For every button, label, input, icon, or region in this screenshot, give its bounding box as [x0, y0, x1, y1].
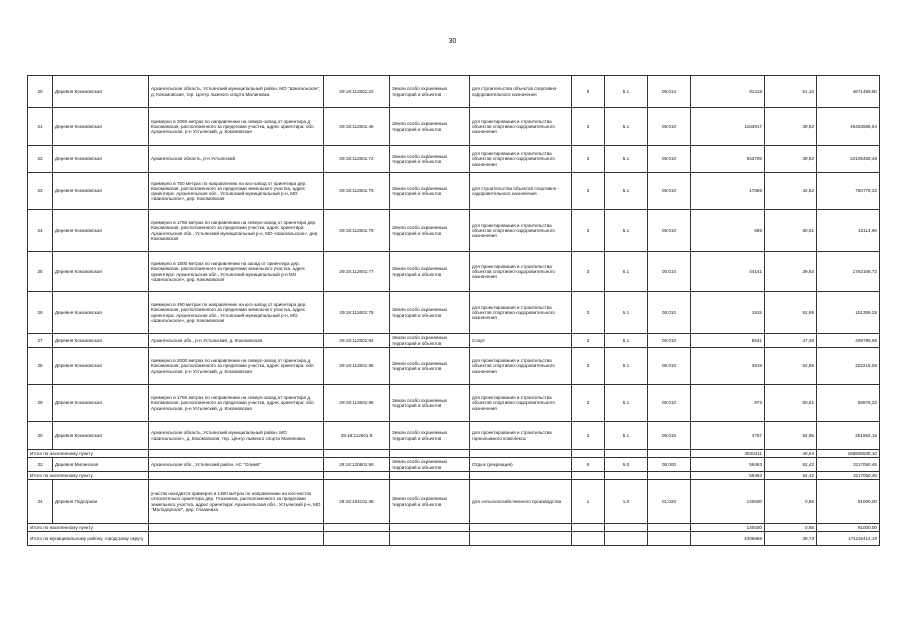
use-code-cell: 5.1 — [605, 422, 648, 450]
table-row — [28, 252, 880, 292]
cadastral-value-cell: 3117050,46 — [817, 458, 880, 472]
settlement-cell: Деревня Кокомовская — [53, 292, 149, 334]
specific-value-cell: 52,95 — [765, 292, 817, 334]
group-cell: 3 — [572, 108, 605, 146]
cadastral-number-cell: 29:18:112601:86 — [324, 385, 390, 422]
permitted-use-cell: для строительства объектов спортивно-оздоровительного назначения — [470, 76, 572, 108]
land-category-cell: Земли особо охраняемых территорий и объектов — [390, 422, 470, 450]
settlement-cell: Деревня Милинская — [53, 458, 149, 472]
empty-cell — [470, 524, 572, 532]
specific-value-cell: 39,92 — [765, 146, 817, 173]
page-number: 30 — [448, 38, 457, 45]
table-row — [28, 108, 880, 146]
subtotal-label-cell: Итого по населенному пункту — [28, 450, 149, 458]
land-category-cell: Земли особо охраняемых территорий и объектов — [390, 76, 470, 108]
area-cell: 140000 — [691, 480, 765, 524]
use-kind-cell: 05:010 — [648, 210, 691, 252]
settlement-cell: Деревня Кокомовская — [53, 348, 149, 385]
empty-cell — [149, 472, 324, 480]
cadastral-value-cell: 22106458,48 — [817, 146, 880, 173]
location-cell: примерно в 1800 метрах по направлению на запад от ориентира дер. Кокомовская, расположенного за пределами земельного участка, адрес ориентира: Архангельская обл., Устьянский муниципальный р-н МО «Шангальское», дер. Кокомовская — [149, 252, 324, 292]
cadastral-value-cell: 202216,05 — [817, 348, 880, 385]
subtotal-row — [28, 532, 880, 546]
empty-cell — [470, 450, 572, 458]
subtotal-label-cell: Итого по населенному пункту — [28, 524, 149, 532]
subtotal-label-cell: Итого по населенному пункту — [28, 472, 149, 480]
group-cell: 5 — [572, 76, 605, 108]
location-cell: примерно в 1750 метрах по направлению на северо-запад от ориентира д. Кокомовская, расположенного за пределами участка, адрес ориентира: обл. Архангельская, р-н Устьянский, д. Кокомовская — [149, 385, 324, 422]
cadastral-number-cell: 29:18:112601:9 — [324, 422, 390, 450]
cadastral-number-cell: 29:18:112601:78 — [324, 292, 390, 334]
use-kind-cell: 05:014 — [648, 76, 691, 108]
use-code-cell: 5.0 — [605, 458, 648, 472]
cadastral-value-cell: 409799,88 — [817, 334, 880, 348]
subtotal-row — [28, 524, 880, 532]
use-kind-cell: 05:000 — [648, 458, 691, 472]
group-cell: 3 — [572, 146, 605, 173]
land-category-cell: Земли особо охраняемых территорий и объектов — [390, 480, 470, 524]
permitted-use-cell: для сельскохозяйственного производства — [470, 480, 572, 524]
use-kind-cell: 05:010 — [648, 146, 691, 173]
specific-value-cell: 39,92 — [765, 108, 817, 146]
area-cell: 696 — [691, 210, 765, 252]
land-category-cell: Земли особо охраняемых территорий и объектов — [390, 348, 470, 385]
settlement-cell: Деревня Подгорная — [53, 480, 149, 524]
settlement-cell: Деревня Кокомовская — [53, 385, 149, 422]
use-code-cell: 5.1 — [605, 146, 648, 173]
land-category-cell: Земли особо охраняемых территорий и объектов — [390, 334, 470, 348]
settlement-cell: Деревня Кокомовская — [53, 146, 149, 173]
location-cell: участок находится примерно в 1300 метрах по направлению на юго-восток относительно ориентира дер. Глазаниха, расположенного за пределами земельного участка, адрес ориентира: Архангельская обл., Устьянский р-н, МО "Малодорское", дер. Глазаниха — [149, 480, 324, 524]
cadastral-value-table — [27, 75, 880, 546]
table-row — [28, 480, 880, 524]
use-kind-cell: 05:010 — [648, 348, 691, 385]
specific-value-cell: 52,95 — [765, 422, 817, 450]
row-number-cell: 25 — [28, 252, 53, 292]
land-category-cell: Земли особо охраняемых территорий и объектов — [390, 210, 470, 252]
cadastral-number-cell: 29:18:112601:75 — [324, 173, 390, 210]
row-number-cell: 21 — [28, 108, 53, 146]
cadastral-number-cell: 29:18:112601:72 — [324, 146, 390, 173]
permitted-use-cell: для проектирования и строительства объектов спортивно-оздоровительного назначения — [470, 292, 572, 334]
location-cell: Архангельская обл., р-н Устьянский, д. Кокомовская — [149, 334, 324, 348]
permitted-use-cell: Спорт — [470, 334, 572, 348]
land-category-cell: Земли особо охраняемых территорий и объектов — [390, 252, 470, 292]
subtotal-label-cell: Итого по муниципальному району, городскому округу — [28, 532, 149, 546]
cadastral-value-cell: 1762108,72 — [817, 252, 880, 292]
table-row — [28, 458, 880, 472]
group-cell: 3 — [572, 210, 605, 252]
empty-cell — [324, 532, 390, 546]
use-kind-cell: 05:010 — [648, 334, 691, 348]
location-cell: примерно в 2050 метрах по направлению на северо-запад от ориентира д. Кокомовская, расположенного за пределами участка, адрес ориентира: обл. Архангельская, р-н Устьянский, д. Кокомовская — [149, 108, 324, 146]
permitted-use-cell: для проектирования и строительства объектов спортивно-оздоровительного назначения — [470, 348, 572, 385]
permitted-use-cell: Отдых (рекреация) — [470, 458, 572, 472]
empty-cell — [470, 532, 572, 546]
table-row — [28, 348, 880, 385]
row-number-cell: 29 — [28, 385, 53, 422]
table-row — [28, 146, 880, 173]
row-number-cell: 22 — [28, 146, 53, 173]
cadastral-number-cell: 29:18:112601:76 — [324, 210, 390, 252]
subtotal-row — [28, 450, 880, 458]
empty-cell — [605, 450, 648, 458]
row-number-cell: 32 — [28, 458, 53, 472]
location-cell: Архангельская область, р-н Устьянский — [149, 146, 324, 173]
permitted-use-cell: для проектирования и строительства объектов спортивно-оздоровительного назначения — [470, 146, 572, 173]
cadastral-number-cell: 29:18:120601:66 — [324, 458, 390, 472]
table-row — [28, 76, 880, 108]
use-code-cell: 5.1 — [605, 385, 648, 422]
use-kind-cell: 05:010 — [648, 292, 691, 334]
subtotal-specific-value-cell: 52,42 — [765, 472, 817, 480]
location-cell: примерно в 1750 метрах по направлению на северо-запад от ориентира дер. Кокомовская, расположенного за пределами участка, адрес ориентира: Архангельская обл., Устьянский муниципальный р-н, МО «Шангальское», дер. Кокомовская — [149, 210, 324, 252]
specific-value-cell: 47,48 — [765, 334, 817, 348]
settlement-cell: Деревня Кокомовская — [53, 210, 149, 252]
use-kind-cell: 01:020 — [648, 480, 691, 524]
area-cell: 59463 — [691, 458, 765, 472]
use-code-cell: 5.1 — [605, 348, 648, 385]
cadastral-value-cell: 58876,23 — [817, 385, 880, 422]
empty-cell — [572, 524, 605, 532]
row-number-cell: 20 — [28, 76, 53, 108]
subtotal-cadastral-value-cell: 171116412,19 — [817, 532, 880, 546]
specific-value-cell: 0,65 — [765, 480, 817, 524]
settlement-cell: Деревня Кокомовская — [53, 76, 149, 108]
subtotal-area-cell: 4306666 — [691, 532, 765, 546]
group-cell: 3 — [572, 292, 605, 334]
cadastral-value-cell: 42114,96 — [817, 210, 880, 252]
subtotal-area-cell: 3920411 — [691, 450, 765, 458]
location-cell: Архангельская область, Устьянский муниципальный район, МО "Шангальское", д. Кокомовская, тер. Центр лыжного спорта Малиновка — [149, 76, 324, 108]
settlement-cell: Деревня Кокомовская — [53, 334, 149, 348]
area-cell: 91418 — [691, 76, 765, 108]
area-cell: 4757 — [691, 422, 765, 450]
empty-cell — [572, 450, 605, 458]
empty-cell — [324, 450, 390, 458]
specific-value-cell: 60,51 — [765, 210, 817, 252]
location-cell: Архангельская обл., Устьянский район, АС "Олимп" — [149, 458, 324, 472]
cadastral-number-cell: 29:18:112601:22 — [324, 76, 390, 108]
use-kind-cell: 05:010 — [648, 252, 691, 292]
land-category-cell: Земли особо охраняемых территорий и объектов — [390, 458, 470, 472]
specific-value-cell: 52,95 — [765, 348, 817, 385]
cadastral-value-cell: 4671459,80 — [817, 76, 880, 108]
subtotal-specific-value-cell: 39,73 — [765, 532, 817, 546]
table-row — [28, 334, 880, 348]
empty-cell — [605, 532, 648, 546]
cadastral-value-cell: 46463566,64 — [817, 108, 880, 146]
empty-cell — [324, 472, 390, 480]
group-cell: 3 — [572, 252, 605, 292]
group-cell: 1 — [572, 480, 605, 524]
use-code-cell: 5.1 — [605, 252, 648, 292]
land-category-cell: Земли особо охраняемых территорий и объектов — [390, 292, 470, 334]
use-kind-cell: 05:010 — [648, 385, 691, 422]
location-cell: примерно в 2000 метрах по направлению на северо-запад от ориентира д. Кокомовская, расположенного за пределами участка, адрес ориентира: обл. Архангельская, р-н Устьянский, д. Кокомовская — [149, 348, 324, 385]
empty-cell — [149, 532, 324, 546]
subtotal-cadastral-value-cell: 91000,00 — [817, 524, 880, 532]
cadastral-number-cell: 29:18:112601:84 — [324, 334, 390, 348]
subtotal-row — [28, 472, 880, 480]
area-cell: 3819 — [691, 348, 765, 385]
specific-value-cell: 42,62 — [765, 173, 817, 210]
cadastral-number-cell: 29:18:112601:77 — [324, 252, 390, 292]
empty-cell — [572, 472, 605, 480]
group-cell: 5 — [572, 458, 605, 472]
empty-cell — [648, 472, 691, 480]
use-code-cell: 5.1 — [605, 108, 648, 146]
group-cell: 3 — [572, 385, 605, 422]
row-number-cell: 30 — [28, 422, 53, 450]
empty-cell — [572, 532, 605, 546]
cadastral-number-cell: 29:18:163101:45 — [324, 480, 390, 524]
group-cell: 3 — [572, 173, 605, 210]
cadastral-number-cell: 29:18:112601:46 — [324, 108, 390, 146]
cadastral-value-cell: 101399,25 — [817, 292, 880, 334]
empty-cell — [390, 532, 470, 546]
permitted-use-cell: для проектирования и строительства объектов спортивно-оздоровительного назначения — [470, 210, 572, 252]
empty-cell — [390, 524, 470, 532]
empty-cell — [324, 524, 390, 532]
area-cell: 553769 — [691, 146, 765, 173]
table-row — [28, 210, 880, 252]
area-cell: 1163917 — [691, 108, 765, 146]
row-number-cell: 28 — [28, 348, 53, 385]
permitted-use-cell: для проектирования и строительства горнолыжного комплекса — [470, 422, 572, 450]
cadastral-number-cell: 29:18:112601:85 — [324, 348, 390, 385]
group-cell: 3 — [572, 348, 605, 385]
use-kind-cell: 05:010 — [648, 173, 691, 210]
subtotal-cadastral-value-cell: 158936539,10 — [817, 450, 880, 458]
table-row — [28, 292, 880, 334]
area-cell: 17866 — [691, 173, 765, 210]
cadastral-value-cell: 91000,00 — [817, 480, 880, 524]
empty-cell — [605, 524, 648, 532]
specific-value-cell: 39,92 — [765, 252, 817, 292]
area-cell: 973 — [691, 385, 765, 422]
empty-cell — [648, 532, 691, 546]
location-cell: примерно в 490 метрах по направлению на юго-запад от ориентира дер. Кокомовская, расположенного за пределами земельного участка, адрес ориентира: Архангельская обл., Устьянский муниципальный р-н, МО «Шангальское», дер. Кокомовская — [149, 292, 324, 334]
subtotal-specific-value-cell: 40,54 — [765, 450, 817, 458]
table-row — [28, 385, 880, 422]
area-cell: 44141 — [691, 252, 765, 292]
land-category-cell: Земли особо охраняемых территорий и объектов — [390, 173, 470, 210]
row-number-cell: 26 — [28, 292, 53, 334]
use-kind-cell: 05:010 — [648, 108, 691, 146]
location-cell: примерно в 750 метрах по направлению на юго-запад от ориентира дер. Кокомовская, расположенного за пределами земельного участка, адрес ориентира: Архангельская обл., Устьянский муниципальный р-н, МО «Шангальское», дер. Кокомовская — [149, 173, 324, 210]
permitted-use-cell: для проектирования и строительства объектов спортивно-оздоровительного назначения — [470, 252, 572, 292]
land-category-cell: Земли особо охраняемых территорий и объектов — [390, 385, 470, 422]
row-number-cell: 24 — [28, 210, 53, 252]
settlement-cell: Деревня Кокомовская — [53, 173, 149, 210]
subtotal-cadastral-value-cell: 3117050,46 — [817, 472, 880, 480]
subtotal-specific-value-cell: 0,65 — [765, 524, 817, 532]
table-row — [28, 173, 880, 210]
permitted-use-cell: для проектирования и строительства объектов спортивно-оздоровительного назначения — [470, 108, 572, 146]
land-category-cell: Земли особо охраняемых территорий и объектов — [390, 108, 470, 146]
empty-cell — [470, 472, 572, 480]
specific-value-cell: 60,51 — [765, 385, 817, 422]
empty-cell — [149, 450, 324, 458]
specific-value-cell: 51,10 — [765, 76, 817, 108]
empty-cell — [648, 450, 691, 458]
use-code-cell: 5.1 — [605, 292, 648, 334]
use-code-cell: 5.1 — [605, 210, 648, 252]
empty-cell — [149, 524, 324, 532]
use-code-cell: 5.1 — [605, 173, 648, 210]
use-code-cell: 5.1 — [605, 334, 648, 348]
cadastral-value-cell: 760779,32 — [817, 173, 880, 210]
row-number-cell: 27 — [28, 334, 53, 348]
empty-cell — [648, 524, 691, 532]
subtotal-area-cell: 59463 — [691, 472, 765, 480]
specific-value-cell: 52,42 — [765, 458, 817, 472]
table-row — [28, 422, 880, 450]
settlement-cell: Деревня Кокомовская — [53, 252, 149, 292]
area-cell: 8631 — [691, 334, 765, 348]
subtotal-area-cell: 140000 — [691, 524, 765, 532]
settlement-cell: Деревня Кокомовская — [53, 422, 149, 450]
group-cell: 3 — [572, 334, 605, 348]
permitted-use-cell: для проектирования и строительства объектов спортивно-оздоровительного назначения — [470, 385, 572, 422]
empty-cell — [390, 472, 470, 480]
use-code-cell: 5.1 — [605, 76, 648, 108]
empty-cell — [390, 450, 470, 458]
land-category-cell: Земли особо охраняемых территорий и объектов — [390, 146, 470, 173]
permitted-use-cell: для строительства объектов спортивно - оздоровительного назначения — [470, 173, 572, 210]
use-code-cell: 1.0 — [605, 480, 648, 524]
use-kind-cell: 05:010 — [648, 422, 691, 450]
empty-cell — [605, 472, 648, 480]
group-cell: 3 — [572, 422, 605, 450]
cadastral-value-cell: 251883,15 — [817, 422, 880, 450]
row-number-cell: 34 — [28, 480, 53, 524]
area-cell: 1915 — [691, 292, 765, 334]
row-number-cell: 23 — [28, 173, 53, 210]
settlement-cell: Деревня Кокомовская — [53, 108, 149, 146]
location-cell: Архангельская область, Устьянский муниципальный район, МО «Шангальское», д. Кокомовская, тер. Центр лыжного спорта Малиновка — [149, 422, 324, 450]
